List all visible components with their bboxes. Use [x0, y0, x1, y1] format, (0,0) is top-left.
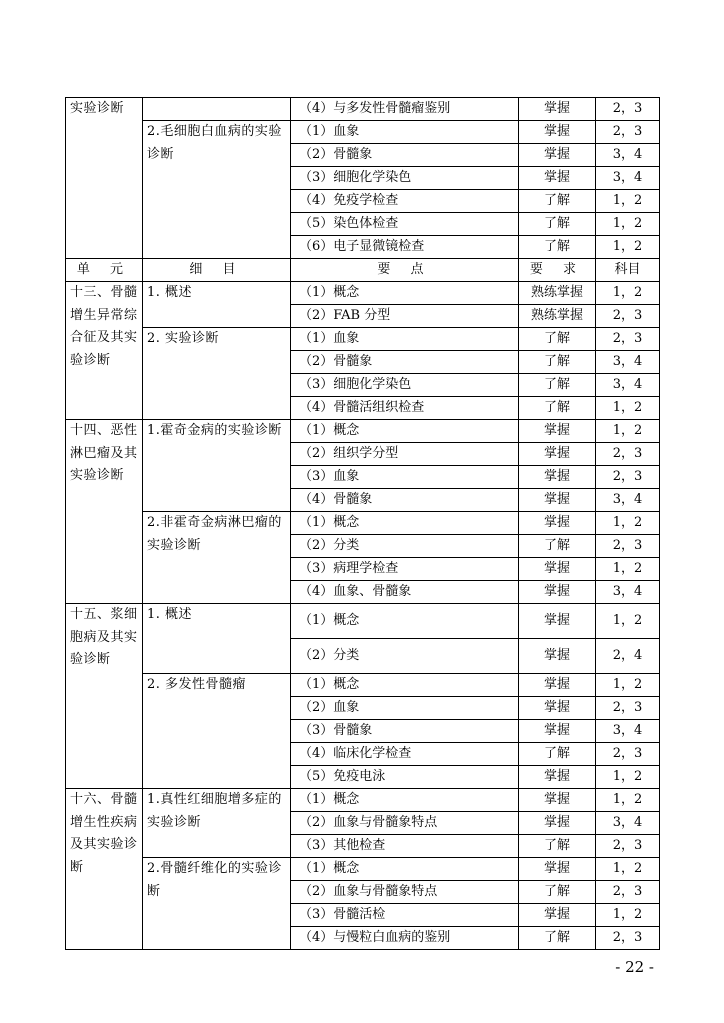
unit-cell: 实验诊断	[66, 98, 143, 259]
subject-cell: 3，4	[596, 144, 660, 167]
requirement-cell: 掌握	[519, 558, 596, 581]
subject-cell: 2，3	[596, 697, 660, 720]
requirement-cell: 掌握	[519, 167, 596, 190]
point-cell: （4）骨髓活组织检查	[291, 397, 519, 420]
requirement-cell: 掌握	[519, 489, 596, 512]
point-cell: （2）血象与骨髓象特点	[291, 881, 519, 904]
point-cell: （5）染色体检查	[291, 213, 519, 236]
point-cell: （2）骨髓象	[291, 351, 519, 374]
point-cell: （1）概念	[291, 674, 519, 697]
point-cell: （2）血象与骨髓象特点	[291, 812, 519, 835]
subject-cell: 2，3	[596, 98, 660, 121]
detail-cell: 2. 多发性骨髓瘤	[143, 674, 291, 789]
subject-cell: 1，2	[596, 213, 660, 236]
table-row	[66, 420, 660, 443]
subject-cell: 2，3	[596, 743, 660, 766]
point-cell: （2）分类	[291, 535, 519, 558]
table-row	[66, 674, 660, 697]
point-cell: （1）血象	[291, 328, 519, 351]
subject-cell: 1，2	[596, 766, 660, 789]
subject-cell: 1，2	[596, 236, 660, 259]
requirement-cell: 掌握	[519, 639, 596, 674]
subject-cell: 2，3	[596, 305, 660, 328]
point-cell: （2）分类	[291, 639, 519, 674]
detail-cell: 1.真性红细胞增多症的实验诊断	[143, 789, 291, 858]
point-cell: （2）组织学分型	[291, 443, 519, 466]
point-cell: （1）概念	[291, 282, 519, 305]
subject-cell: 2，3	[596, 443, 660, 466]
requirement-cell: 了解	[519, 927, 596, 950]
subject-cell: 3，4	[596, 581, 660, 604]
detail-cell: 2.毛细胞白血病的实验诊断	[143, 121, 291, 259]
requirement-cell: 掌握	[519, 674, 596, 697]
table-row	[66, 858, 660, 881]
unit-cell: 十五、浆细胞病及其实验诊断	[66, 604, 143, 789]
point-cell: （3）病理学检查	[291, 558, 519, 581]
requirement-cell: 掌握	[519, 904, 596, 927]
point-cell: （1）血象	[291, 121, 519, 144]
point-cell: （6）电子显微镜检查	[291, 236, 519, 259]
point-cell: （3）其他检查	[291, 835, 519, 858]
header-subject: 科目	[596, 259, 660, 282]
subject-cell: 2，4	[596, 639, 660, 674]
requirement-cell: 熟练掌握	[519, 305, 596, 328]
point-cell: （1）概念	[291, 789, 519, 812]
subject-cell: 3，4	[596, 351, 660, 374]
subject-cell: 2，3	[596, 328, 660, 351]
requirement-cell: 了解	[519, 236, 596, 259]
requirement-cell: 了解	[519, 374, 596, 397]
subject-cell: 2，3	[596, 881, 660, 904]
table-row	[66, 604, 660, 639]
point-cell: （3）血象	[291, 466, 519, 489]
point-cell: （3）骨髓活检	[291, 904, 519, 927]
requirement-cell: 掌握	[519, 466, 596, 489]
requirement-cell: 掌握	[519, 789, 596, 812]
detail-cell: 2.骨髓纤维化的实验诊断	[143, 858, 291, 950]
subject-cell: 1，2	[596, 674, 660, 697]
subject-cell: 3，4	[596, 812, 660, 835]
requirement-cell: 熟练掌握	[519, 282, 596, 305]
subject-cell: 1，2	[596, 190, 660, 213]
subject-cell: 3，4	[596, 720, 660, 743]
requirement-cell: 了解	[519, 881, 596, 904]
unit-cell: 十三、骨髓增生异常综合征及其实验诊断	[66, 282, 143, 420]
requirement-cell: 掌握	[519, 604, 596, 639]
point-cell: （4）与多发性骨髓瘤鉴别	[291, 98, 519, 121]
subject-cell: 1，2	[596, 858, 660, 881]
table-row	[66, 789, 660, 812]
requirement-cell: 了解	[519, 397, 596, 420]
table-row	[66, 121, 660, 144]
subject-cell: 1，2	[596, 789, 660, 812]
point-cell: （3）细胞化学染色	[291, 167, 519, 190]
detail-cell: 2.非霍奇金病淋巴瘤的实验诊断	[143, 512, 291, 604]
header-detail: 细 目	[143, 259, 291, 282]
point-cell: （1）概念	[291, 420, 519, 443]
header-unit: 单 元	[66, 259, 143, 282]
syllabus-table	[65, 97, 660, 950]
requirement-cell: 掌握	[519, 121, 596, 144]
page-number: - 22 -	[615, 958, 654, 976]
subject-cell: 1，2	[596, 558, 660, 581]
point-cell: （4）与慢粒白血病的鉴别	[291, 927, 519, 950]
table-row	[66, 328, 660, 351]
detail-cell: 1. 概述	[143, 604, 291, 674]
requirement-cell: 掌握	[519, 812, 596, 835]
requirement-cell: 掌握	[519, 720, 596, 743]
point-cell: （3）骨髓象	[291, 720, 519, 743]
table-row	[66, 282, 660, 305]
subject-cell: 1，2	[596, 282, 660, 305]
unit-cell: 十六、骨髓增生性疾病及其实验诊断	[66, 789, 143, 950]
subject-cell: 1，2	[596, 420, 660, 443]
subject-cell: 1，2	[596, 512, 660, 535]
subject-cell: 3，4	[596, 489, 660, 512]
subject-cell: 2，3	[596, 466, 660, 489]
point-cell: （4）临床化学检查	[291, 743, 519, 766]
requirement-cell: 了解	[519, 351, 596, 374]
subject-cell: 1，2	[596, 904, 660, 927]
subject-cell: 3，4	[596, 374, 660, 397]
subject-cell: 2，3	[596, 835, 660, 858]
subject-cell: 1，2	[596, 604, 660, 639]
point-cell: （1）概念	[291, 512, 519, 535]
unit-cell: 十四、恶性淋巴瘤及其实验诊断	[66, 420, 143, 604]
subject-cell: 2，3	[596, 121, 660, 144]
requirement-cell: 了解	[519, 328, 596, 351]
subject-cell: 3，4	[596, 167, 660, 190]
table-row	[66, 512, 660, 535]
header-requirement: 要 求	[519, 259, 596, 282]
requirement-cell: 了解	[519, 213, 596, 236]
detail-cell: 1. 概述	[143, 282, 291, 328]
point-cell: （2）血象	[291, 697, 519, 720]
subject-cell: 2，3	[596, 535, 660, 558]
subject-cell: 2，3	[596, 927, 660, 950]
header-point: 要 点	[291, 259, 519, 282]
detail-cell-empty	[143, 98, 291, 121]
point-cell: （1）概念	[291, 858, 519, 881]
point-cell: （1）概念	[291, 604, 519, 639]
point-cell: （5）免疫电泳	[291, 766, 519, 789]
requirement-cell: 了解	[519, 743, 596, 766]
requirement-cell: 掌握	[519, 420, 596, 443]
point-cell: （4）血象、骨髓象	[291, 581, 519, 604]
requirement-cell: 掌握	[519, 581, 596, 604]
point-cell: （4）免疫学检查	[291, 190, 519, 213]
requirement-cell: 掌握	[519, 697, 596, 720]
detail-cell: 1.霍奇金病的实验诊断	[143, 420, 291, 512]
requirement-cell: 掌握	[519, 766, 596, 789]
detail-cell: 2. 实验诊断	[143, 328, 291, 420]
requirement-cell: 掌握	[519, 144, 596, 167]
point-cell: （4）骨髓象	[291, 489, 519, 512]
table-row	[66, 98, 660, 121]
requirement-cell: 了解	[519, 190, 596, 213]
point-cell: （2）FAB 分型	[291, 305, 519, 328]
point-cell: （2）骨髓象	[291, 144, 519, 167]
subject-cell: 1，2	[596, 397, 660, 420]
requirement-cell: 掌握	[519, 98, 596, 121]
requirement-cell: 了解	[519, 835, 596, 858]
requirement-cell: 掌握	[519, 858, 596, 881]
requirement-cell: 掌握	[519, 443, 596, 466]
requirement-cell: 了解	[519, 535, 596, 558]
point-cell: （3）细胞化学染色	[291, 374, 519, 397]
table-header-row	[66, 259, 660, 282]
requirement-cell: 掌握	[519, 512, 596, 535]
